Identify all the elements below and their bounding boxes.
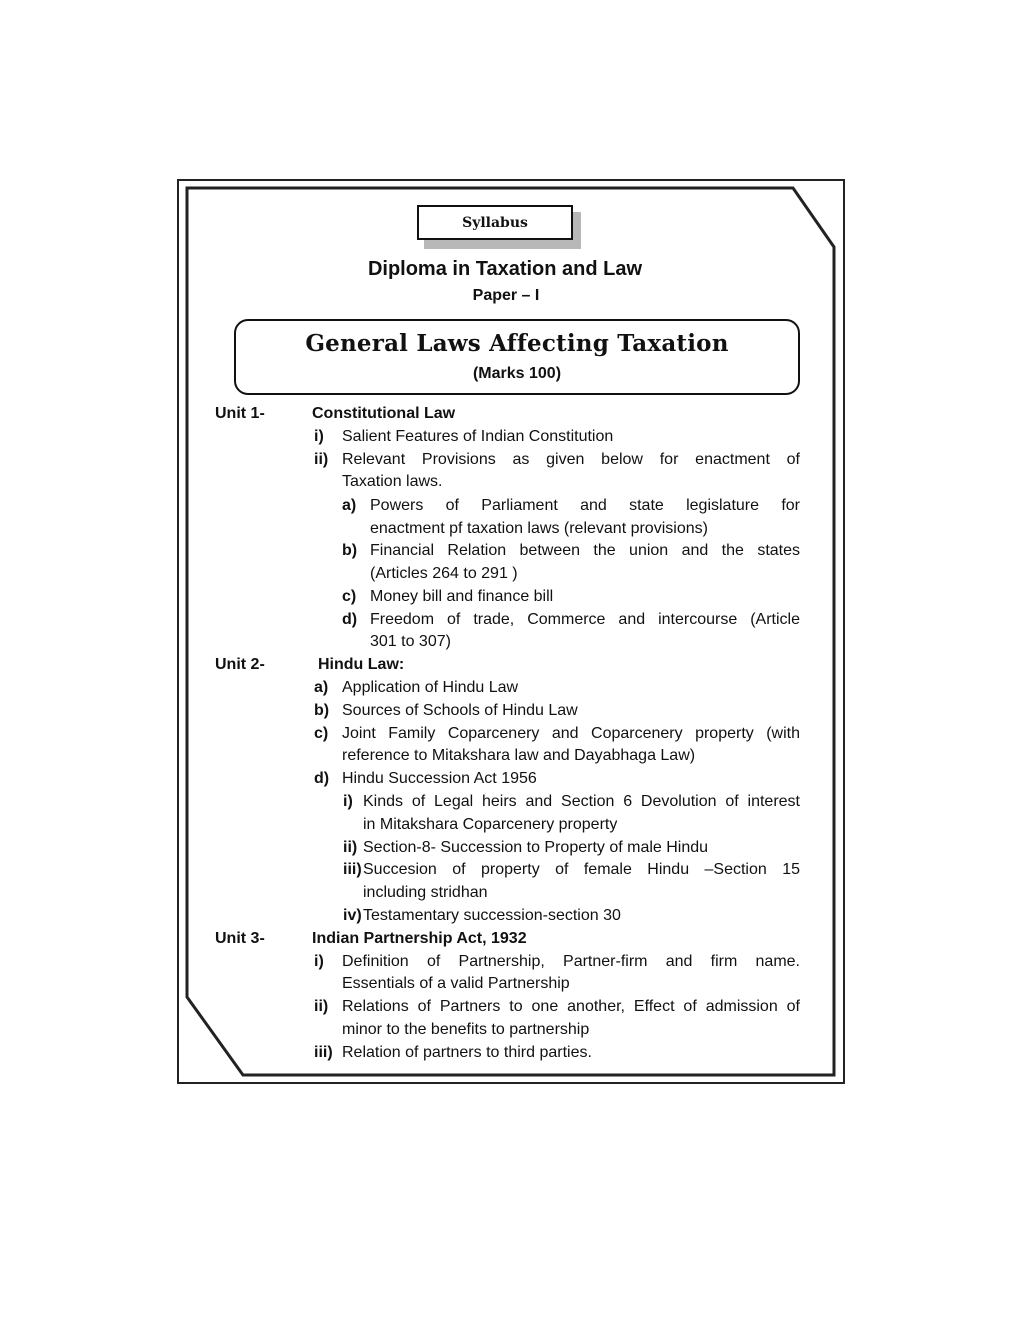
list-item-continued: in Mitakshara Coparcenery property — [363, 816, 618, 833]
list-item: Application of Hindu Law — [342, 679, 519, 696]
list-item: Freedom of trade, Commerce and intercourse (Article — [370, 611, 800, 628]
list-item: Salient Features of Indian Constitution — [342, 428, 614, 445]
list-marker: a) — [314, 679, 329, 696]
list-item: Powers of Parliament and state legislature for — [370, 497, 800, 514]
list-item-continued: Taxation laws. — [342, 473, 443, 490]
list-marker: d) — [314, 770, 330, 787]
unit-title: Hindu Law: — [318, 656, 405, 673]
list-item: Testamentary succession-section 30 — [363, 907, 621, 924]
paper-label: Paper – I — [472, 287, 540, 304]
list-marker: ii) — [314, 998, 329, 1015]
unit-label: Unit 3- — [215, 930, 265, 947]
unit-title: Constitutional Law — [312, 405, 456, 422]
list-marker: iv) — [343, 907, 362, 924]
list-item: Succesion of property of female Hindu –Section 15 — [363, 861, 800, 878]
list-item: Definition of Partnership, Partner-firm and firm name. — [342, 953, 800, 970]
course-title: Diploma in Taxation and Law — [367, 258, 643, 280]
list-item: Relevant Provisions as given below for enactment of — [342, 451, 800, 468]
list-item: Kinds of Legal heirs and Section 6 Devolution of interest — [363, 793, 800, 810]
list-marker: b) — [342, 542, 358, 559]
list-marker: ii) — [343, 839, 358, 856]
list-item-continued: (Articles 264 to 291 ) — [370, 565, 518, 582]
list-item: Financial Relation between the union and the states — [370, 542, 800, 559]
list-item: Sources of Schools of Hindu Law — [342, 702, 578, 719]
subject-title: General Laws Affecting Taxation — [305, 330, 729, 357]
unit-title: Indian Partnership Act, 1932 — [312, 930, 527, 947]
list-item-continued: reference to Mitakshara law and Dayabhaga Law) — [342, 747, 696, 764]
list-marker: iii) — [314, 1044, 333, 1061]
list-item: Relation of partners to third parties. — [342, 1044, 592, 1061]
list-marker: ii) — [314, 451, 329, 468]
unit-label: Unit 2- — [215, 656, 265, 673]
list-item-continued: Essentials of a valid Partnership — [342, 975, 570, 992]
list-marker: c) — [314, 725, 329, 742]
list-marker: b) — [314, 702, 330, 719]
list-marker: c) — [342, 588, 357, 605]
list-item: Relations of Partners to one another, Effect of admission of — [342, 998, 800, 1015]
list-item: Money bill and finance bill — [370, 588, 554, 605]
list-marker: i) — [314, 428, 324, 445]
list-marker: a) — [342, 497, 357, 514]
list-marker: iii) — [343, 861, 362, 878]
list-item-continued: enactment pf taxation laws (relevant provisions) — [370, 520, 708, 537]
list-item-continued: minor to the benefits to partnership — [342, 1021, 590, 1038]
list-marker: i) — [343, 793, 353, 810]
syllabus-label: Syllabus — [417, 205, 573, 240]
list-marker: d) — [342, 611, 358, 628]
list-item: Hindu Succession Act 1956 — [342, 770, 537, 787]
list-item-continued: 301 to 307) — [370, 633, 451, 650]
list-item: Joint Family Coparcenery and Coparcenery property (with — [342, 725, 800, 742]
marks-label: (Marks 100) — [472, 365, 562, 382]
list-item-continued: including stridhan — [363, 884, 488, 901]
list-marker: i) — [314, 953, 324, 970]
unit-label: Unit 1- — [215, 405, 265, 422]
list-item: Section-8- Succession to Property of male Hindu — [363, 839, 709, 856]
